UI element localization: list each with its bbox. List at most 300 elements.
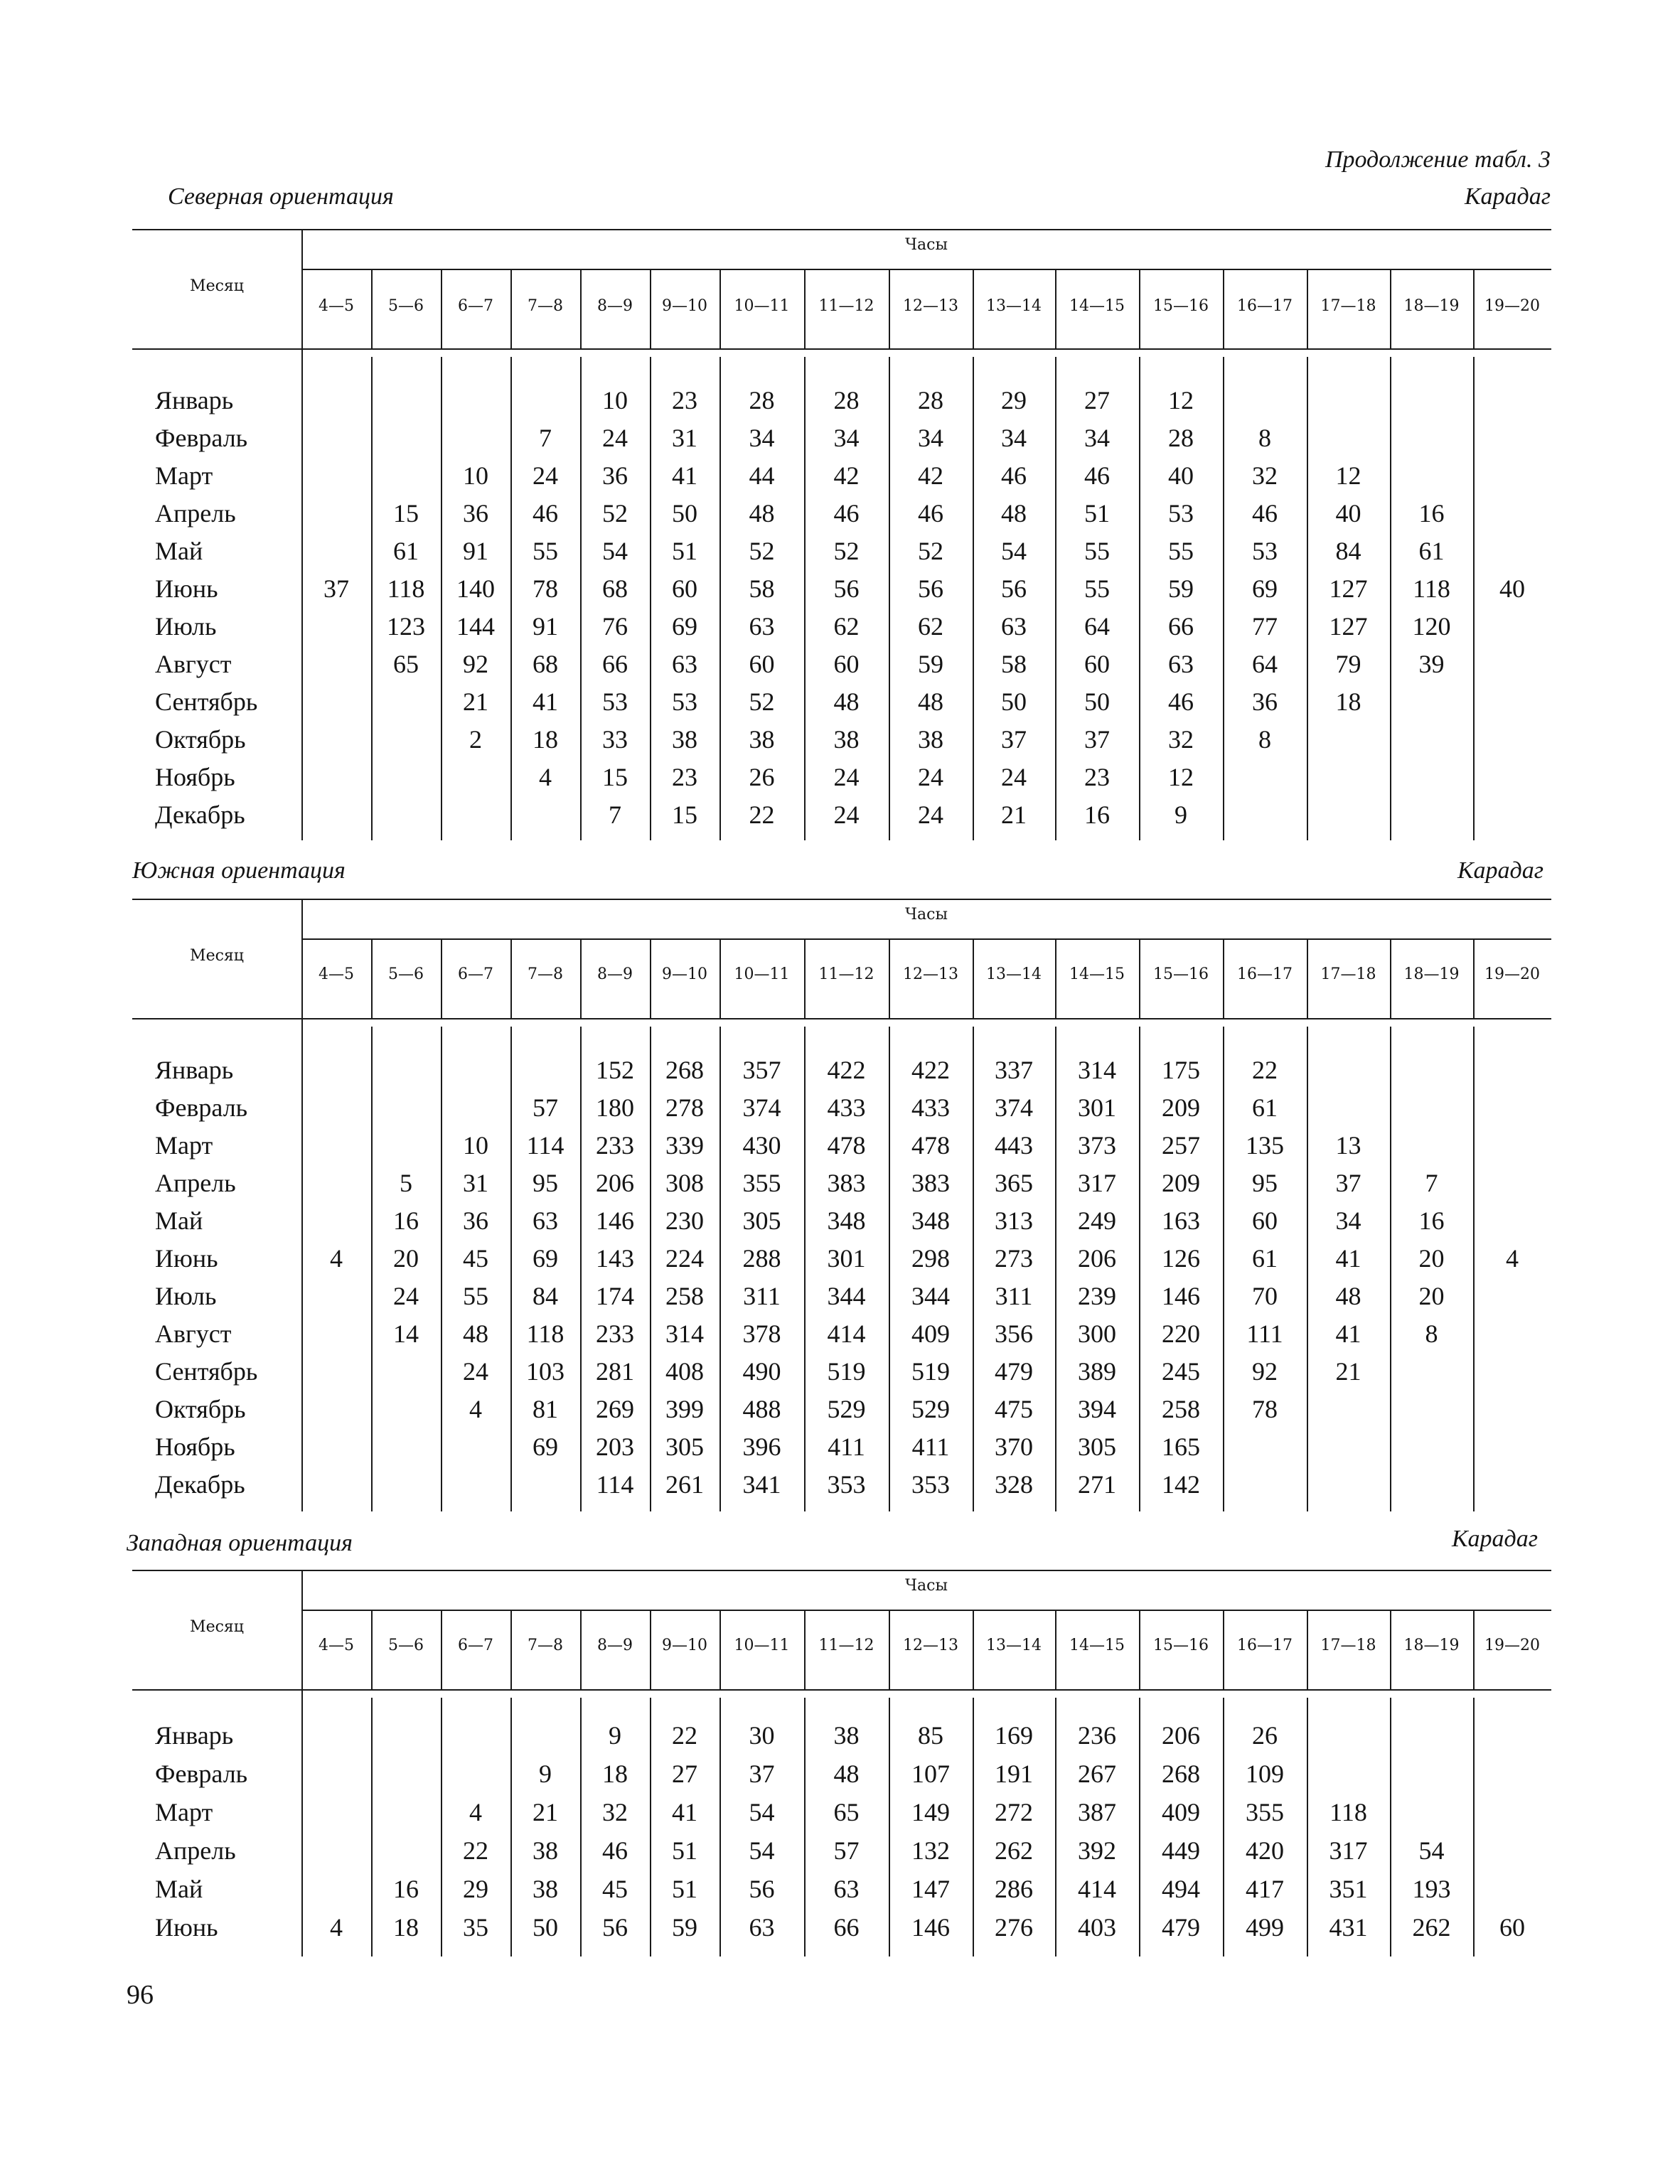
table-cell: 66	[833, 1913, 860, 1942]
month-label: Февраль	[155, 1093, 248, 1122]
table-cell: 38	[533, 1875, 558, 1903]
month-label: Апрель	[155, 1836, 236, 1865]
table-cell: 48	[749, 499, 775, 528]
table-cell: 18	[533, 725, 558, 754]
hour-column-header: 4—5	[319, 1637, 354, 1654]
table-cell: 357	[742, 1056, 781, 1084]
column-divider	[1473, 269, 1475, 348]
table-cell: 70	[1252, 1282, 1278, 1310]
table-cell: 411	[828, 1433, 865, 1461]
hour-column-header: 6—7	[458, 1637, 493, 1654]
table-cell: 383	[911, 1169, 950, 1197]
table-cell: 10	[463, 1131, 488, 1160]
table-cell: 46	[918, 499, 943, 528]
table-cell: 61	[1252, 1093, 1278, 1122]
table-cell: 54	[602, 537, 628, 565]
table-cell: 56	[1001, 574, 1027, 603]
column-divider	[804, 1610, 806, 1689]
hour-column-header: 10—11	[734, 1637, 790, 1654]
table-cell: 257	[1162, 1131, 1200, 1160]
table-cell: 78	[1252, 1395, 1278, 1423]
table-cell: 337	[995, 1056, 1033, 1084]
table-cell: 249	[1078, 1206, 1116, 1235]
table-cell: 38	[672, 725, 697, 754]
header-bottom-rule	[132, 1018, 1551, 1019]
table-cell: 4	[330, 1913, 343, 1942]
table-cell: 118	[526, 1320, 565, 1348]
table-cell: 348	[911, 1206, 950, 1235]
table-cell: 56	[918, 574, 943, 603]
table-cell: 45	[602, 1875, 628, 1903]
hour-column-header: 19—20	[1484, 297, 1540, 315]
column-divider	[889, 1610, 890, 1689]
table-cell: 61	[1418, 537, 1445, 565]
table-cell: 203	[596, 1433, 634, 1461]
table-cell: 24	[602, 424, 628, 452]
month-label: Апрель	[155, 499, 236, 528]
table-cell: 114	[526, 1131, 565, 1160]
table-cell: 42	[833, 461, 860, 490]
table-cell: 519	[911, 1357, 950, 1386]
hours-rule	[301, 1610, 1551, 1611]
table-cell: 32	[602, 1798, 628, 1826]
table-cell: 147	[911, 1875, 950, 1903]
table-cell: 57	[833, 1836, 860, 1865]
table-cell: 41	[533, 687, 558, 716]
month-divider-line	[301, 1570, 303, 1956]
table-cell: 392	[1078, 1836, 1116, 1865]
table-cell: 13	[1335, 1131, 1361, 1160]
table-cell: 16	[1418, 1206, 1445, 1235]
table-cell: 301	[827, 1244, 866, 1273]
table-cell: 46	[1084, 461, 1110, 490]
table-cell: 51	[672, 537, 697, 565]
table-cell: 76	[602, 612, 628, 641]
hour-column-header: 6—7	[458, 965, 493, 983]
table-cell: 180	[596, 1093, 634, 1122]
table-cell: 46	[602, 1836, 628, 1865]
table-cell: 28	[1168, 424, 1194, 452]
table-cell: 409	[1162, 1798, 1200, 1826]
column-divider	[441, 1610, 442, 1689]
table-cell: 206	[596, 1169, 634, 1197]
continuation-label: Продолжение табл. 3	[1325, 146, 1551, 173]
column-divider	[1390, 938, 1391, 1018]
table-cell: 24	[1001, 763, 1027, 791]
hour-column-header: 15—16	[1153, 1637, 1209, 1654]
table-cell: 8	[1258, 725, 1271, 754]
month-column-header: Месяц	[190, 277, 244, 295]
table-cell: 38	[749, 725, 775, 754]
hours-header: Часы	[905, 236, 948, 254]
column-divider	[371, 1610, 373, 1689]
column-divider	[1473, 1610, 1475, 1689]
table-cell: 430	[742, 1131, 781, 1160]
table-cell: 21	[1335, 1357, 1361, 1386]
table-cell: 9	[1175, 801, 1187, 829]
table-cell: 10	[463, 461, 488, 490]
table-cell: 63	[833, 1875, 860, 1903]
table-cell: 91	[463, 537, 488, 565]
table-cell: 34	[833, 424, 860, 452]
table-cell: 311	[743, 1282, 781, 1310]
table-cell: 298	[911, 1244, 950, 1273]
table-cell: 191	[995, 1760, 1033, 1788]
month-label: Март	[155, 461, 213, 490]
hour-column-header: 12—13	[903, 1637, 958, 1654]
column-divider	[510, 938, 512, 1018]
table-cell: 36	[602, 461, 628, 490]
hour-column-header: 14—15	[1069, 965, 1125, 983]
table-cell: 355	[1246, 1798, 1284, 1826]
table-cell: 479	[1162, 1913, 1200, 1942]
table-cell: 239	[1078, 1282, 1116, 1310]
month-label: Январь	[155, 386, 234, 414]
month-label: Декабрь	[155, 1470, 245, 1499]
table-cell: 24	[533, 461, 558, 490]
table-cell: 269	[596, 1395, 634, 1423]
table-cell: 7	[539, 424, 552, 452]
table-cell: 50	[1001, 687, 1027, 716]
table-cell: 31	[463, 1169, 488, 1197]
table-cell: 24	[463, 1357, 488, 1386]
table-cell: 63	[672, 650, 697, 678]
table-cell: 69	[533, 1244, 558, 1273]
table-cell: 32	[1252, 461, 1278, 490]
table-cell: 50	[533, 1913, 558, 1942]
hour-column-header: 13—14	[986, 965, 1042, 983]
column-divider	[1473, 938, 1475, 1018]
table-cell: 55	[463, 1282, 488, 1310]
table-cell: 499	[1246, 1913, 1284, 1942]
hours-header: Часы	[905, 906, 948, 924]
table-cell: 21	[1001, 801, 1027, 829]
month-label: Июль	[155, 612, 217, 641]
table-cell: 77	[1252, 612, 1278, 641]
table-cell: 69	[1252, 574, 1278, 603]
hour-column-header: 11—12	[818, 297, 874, 315]
table-cell: 55	[1084, 574, 1110, 603]
table-cell: 34	[1335, 1206, 1361, 1235]
table-cell: 24	[833, 801, 860, 829]
table-cell: 20	[1418, 1282, 1445, 1310]
table-cell: 59	[672, 1913, 697, 1942]
table-cell: 15	[672, 801, 697, 829]
table-cell: 387	[1078, 1798, 1116, 1826]
table-cell: 4	[1506, 1244, 1519, 1273]
table-cell: 378	[742, 1320, 781, 1348]
hour-column-header: 8—9	[597, 297, 633, 315]
table-cell: 281	[596, 1357, 634, 1386]
table-cell: 356	[995, 1320, 1033, 1348]
month-label: Август	[155, 650, 232, 678]
hour-column-header: 8—9	[597, 965, 633, 983]
table-cell: 403	[1078, 1913, 1116, 1942]
table-cell: 420	[1246, 1836, 1284, 1865]
hour-column-header: 19—20	[1484, 965, 1540, 983]
column-divider	[804, 938, 806, 1018]
table-cell: 443	[995, 1131, 1033, 1160]
table-cell: 54	[749, 1798, 775, 1826]
table-cell: 258	[1162, 1395, 1200, 1423]
column-divider	[1139, 938, 1140, 1018]
hour-column-header: 8—9	[597, 1637, 633, 1654]
month-label: Май	[155, 537, 203, 565]
table-cell: 24	[393, 1282, 419, 1310]
table-cell: 62	[833, 612, 860, 641]
table-cell: 30	[749, 1721, 775, 1750]
table-cell: 370	[995, 1433, 1033, 1461]
hour-column-header: 5—6	[388, 965, 424, 983]
table-cell: 396	[742, 1433, 781, 1461]
table-cell: 61	[393, 537, 419, 565]
table-cell: 355	[742, 1169, 781, 1197]
table-cell: 268	[1162, 1760, 1200, 1788]
hour-column-header: 17—18	[1320, 965, 1376, 983]
table-cell: 79	[1335, 650, 1361, 678]
table-cell: 394	[1078, 1395, 1116, 1423]
table-cell: 68	[533, 650, 558, 678]
table-cell: 15	[602, 763, 628, 791]
column-divider	[1139, 1610, 1140, 1689]
table-cell: 490	[742, 1357, 781, 1386]
column-divider	[580, 938, 582, 1018]
table-cell: 373	[1078, 1131, 1116, 1160]
table-cell: 433	[827, 1093, 866, 1122]
table-cell: 12	[1168, 386, 1194, 414]
hour-column-header: 17—18	[1320, 297, 1376, 315]
table-cell: 50	[672, 499, 697, 528]
table-cell: 276	[995, 1913, 1033, 1942]
table-cell: 494	[1162, 1875, 1200, 1903]
table-cell: 55	[1168, 537, 1194, 565]
month-label: Июль	[155, 1282, 217, 1310]
table-cell: 46	[1001, 461, 1027, 490]
table-cell: 92	[463, 650, 488, 678]
hour-column-header: 16—17	[1237, 1637, 1293, 1654]
table-cell: 37	[1001, 725, 1027, 754]
table-cell: 78	[533, 574, 558, 603]
hour-column-header: 12—13	[903, 297, 958, 315]
table-cell: 56	[833, 574, 860, 603]
table-cell: 18	[393, 1913, 419, 1942]
table-cell: 479	[995, 1357, 1033, 1386]
hour-column-header: 9—10	[662, 965, 707, 983]
column-divider	[441, 938, 442, 1018]
hour-column-header: 6—7	[458, 297, 493, 315]
column-divider	[973, 1610, 974, 1689]
table-cell: 132	[911, 1836, 950, 1865]
table-cell: 9	[539, 1760, 552, 1788]
table-cell: 85	[918, 1721, 943, 1750]
hour-column-header: 11—12	[818, 965, 874, 983]
table-cell: 433	[911, 1093, 950, 1122]
month-label: Февраль	[155, 424, 248, 452]
table-cell: 16	[1084, 801, 1110, 829]
table-cell: 33	[602, 725, 628, 754]
month-label: Январь	[155, 1721, 234, 1750]
hour-column-header: 13—14	[986, 297, 1042, 315]
page-number: 96	[127, 1980, 154, 2010]
table-cell: 40	[1335, 499, 1361, 528]
table-cell: 233	[596, 1131, 634, 1160]
table-cell: 23	[1084, 763, 1110, 791]
column-divider	[580, 1610, 582, 1689]
column-divider	[1055, 938, 1056, 1018]
table-cell: 32	[1168, 725, 1194, 754]
hour-column-header: 18—19	[1403, 297, 1460, 315]
column-divider	[1055, 1610, 1056, 1689]
table-cell: 422	[827, 1056, 866, 1084]
table-cell: 21	[533, 1798, 558, 1826]
table-cell: 300	[1078, 1320, 1116, 1348]
section-location: Карадаг	[1457, 857, 1543, 884]
table-cell: 317	[1078, 1169, 1116, 1197]
header-bottom-rule	[132, 1689, 1551, 1691]
table-cell: 258	[665, 1282, 704, 1310]
table-cell: 52	[749, 537, 775, 565]
table-cell: 144	[456, 612, 495, 641]
month-label: Март	[155, 1798, 213, 1826]
table-cell: 109	[1246, 1760, 1284, 1788]
table-cell: 314	[665, 1320, 704, 1348]
month-label: Октябрь	[155, 725, 246, 754]
column-divider	[650, 938, 651, 1018]
table-cell: 84	[533, 1282, 558, 1310]
table-cell: 23	[672, 386, 697, 414]
table-cell: 22	[672, 1721, 697, 1750]
table-cell: 286	[995, 1875, 1033, 1903]
table-cell: 34	[1001, 424, 1027, 452]
hour-column-header: 9—10	[662, 297, 707, 315]
table-cell: 58	[1001, 650, 1027, 678]
table-cell: 273	[995, 1244, 1033, 1273]
table-cell: 62	[918, 612, 943, 641]
table-cell: 308	[665, 1169, 704, 1197]
table-cell: 48	[918, 687, 943, 716]
hour-column-header: 9—10	[662, 1637, 707, 1654]
table-cell: 261	[665, 1470, 704, 1499]
table-cell: 95	[1252, 1169, 1278, 1197]
hour-column-header: 14—15	[1069, 1637, 1125, 1654]
section-title: Северная ориентация	[168, 183, 394, 210]
table-cell: 60	[1084, 650, 1110, 678]
table-cell: 146	[596, 1206, 634, 1235]
table-cell: 271	[1078, 1470, 1116, 1499]
column-divider	[804, 269, 806, 348]
table-cell: 341	[742, 1470, 781, 1499]
table-cell: 37	[1084, 725, 1110, 754]
table-cell: 44	[749, 461, 775, 490]
table-cell: 305	[742, 1206, 781, 1235]
table-cell: 24	[918, 763, 943, 791]
table-cell: 111	[1246, 1320, 1283, 1348]
section-location: Карадаг	[1464, 183, 1551, 210]
table-cell: 174	[596, 1282, 634, 1310]
table-cell: 4	[539, 763, 552, 791]
table-cell: 288	[742, 1244, 781, 1273]
table-cell: 52	[833, 537, 860, 565]
table-cell: 209	[1162, 1093, 1200, 1122]
table-cell: 28	[833, 386, 860, 414]
table-cell: 165	[1162, 1433, 1200, 1461]
section-title: Южная ориентация	[132, 857, 346, 884]
table-cell: 66	[602, 650, 628, 678]
table-cell: 28	[918, 386, 943, 414]
table-cell: 52	[918, 537, 943, 565]
table-cell: 81	[533, 1395, 558, 1423]
table-cell: 348	[827, 1206, 866, 1235]
hour-column-header: 4—5	[319, 297, 354, 315]
table-cell: 48	[463, 1320, 488, 1348]
table-cell: 449	[1162, 1836, 1200, 1865]
column-divider	[1139, 269, 1140, 348]
table-cell: 39	[1418, 650, 1445, 678]
column-divider	[1223, 938, 1224, 1018]
table-cell: 22	[749, 801, 775, 829]
column-divider	[1307, 938, 1308, 1018]
table-cell: 12	[1168, 763, 1194, 791]
table-cell: 34	[749, 424, 775, 452]
header-bottom-rule	[132, 348, 1551, 350]
table-cell: 146	[1162, 1282, 1200, 1310]
table-cell: 42	[918, 461, 943, 490]
table-cell: 60	[1252, 1206, 1278, 1235]
table-cell: 41	[1335, 1320, 1361, 1348]
table-cell: 399	[665, 1395, 704, 1423]
table-cell: 339	[665, 1131, 704, 1160]
section-location: Карадаг	[1451, 1526, 1538, 1552]
month-label: Сентябрь	[155, 687, 258, 716]
table-cell: 488	[742, 1395, 781, 1423]
column-divider	[1390, 269, 1391, 348]
table-cell: 56	[749, 1875, 775, 1903]
table-cell: 24	[833, 763, 860, 791]
table-cell: 36	[1252, 687, 1278, 716]
table-cell: 12	[1335, 461, 1361, 490]
table-top-rule	[132, 899, 1551, 900]
table-cell: 374	[742, 1093, 781, 1122]
table-cell: 206	[1078, 1244, 1116, 1273]
month-label: Апрель	[155, 1169, 236, 1197]
table-cell: 209	[1162, 1169, 1200, 1197]
hour-column-header: 15—16	[1153, 297, 1209, 315]
table-cell: 114	[596, 1470, 634, 1499]
table-cell: 8	[1425, 1320, 1438, 1348]
table-cell: 7	[609, 801, 621, 829]
table-cell: 60	[833, 650, 860, 678]
hour-column-header: 5—6	[388, 297, 424, 315]
table-cell: 46	[833, 499, 860, 528]
hour-column-header: 7—8	[528, 965, 563, 983]
column-divider	[371, 938, 373, 1018]
table-cell: 16	[393, 1206, 419, 1235]
hour-column-header: 17—18	[1320, 1637, 1376, 1654]
table-cell: 60	[749, 650, 775, 678]
table-cell: 24	[918, 801, 943, 829]
table-cell: 365	[995, 1169, 1033, 1197]
table-cell: 519	[827, 1357, 866, 1386]
hour-column-header: 13—14	[986, 1637, 1042, 1654]
table-cell: 45	[463, 1244, 488, 1273]
table-cell: 46	[1168, 687, 1194, 716]
table-cell: 22	[1252, 1056, 1278, 1084]
month-label: Февраль	[155, 1760, 248, 1788]
table-cell: 20	[1418, 1244, 1445, 1273]
table-cell: 38	[533, 1836, 558, 1865]
column-divider	[650, 1610, 651, 1689]
table-cell: 63	[533, 1206, 558, 1235]
